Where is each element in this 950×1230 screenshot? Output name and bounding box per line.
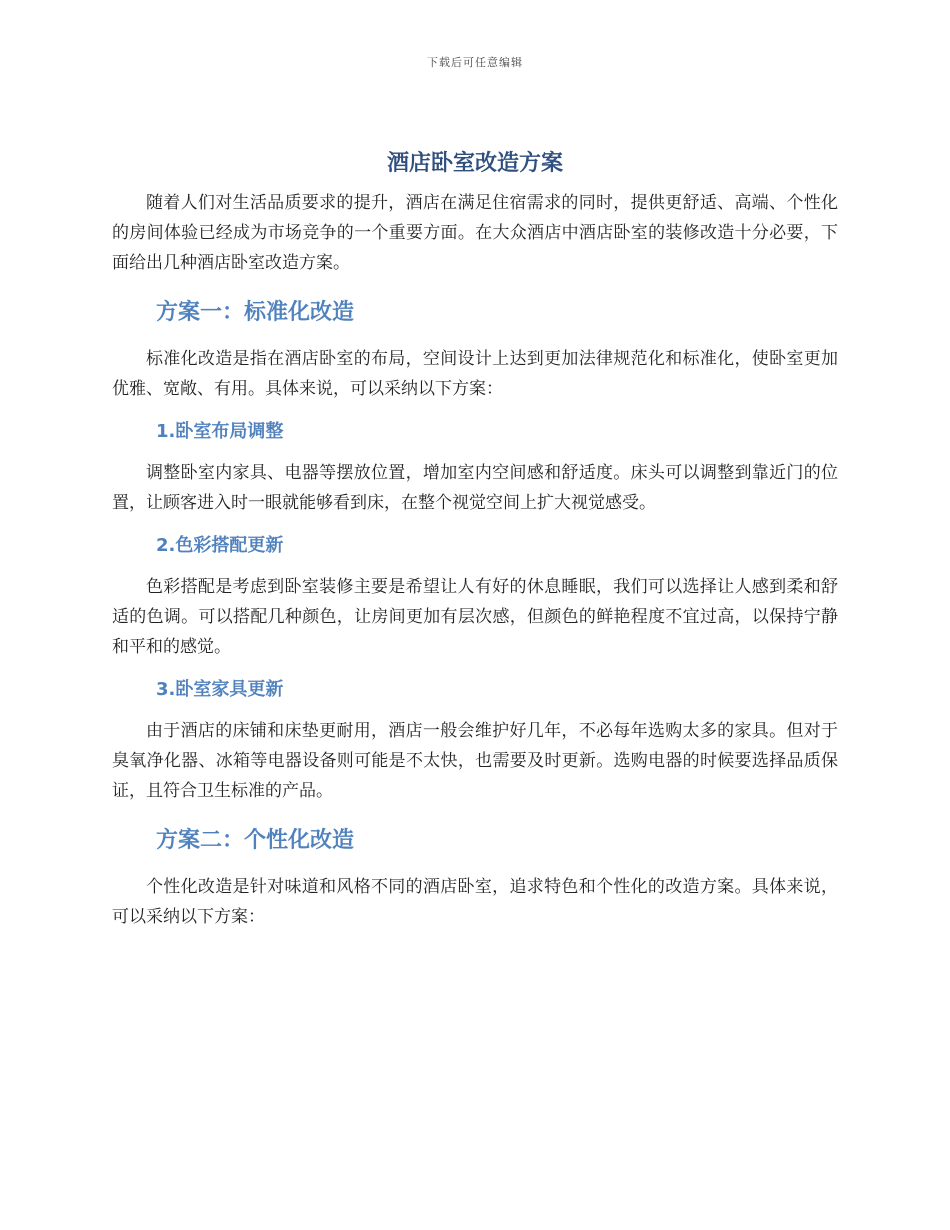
- plan1-item2-heading: 2.色彩搭配更新: [156, 535, 284, 556]
- header-note: 下载后可任意编辑: [427, 56, 523, 69]
- document-body: [112, 146, 838, 932]
- plan1-item1-text: 调整卧室内家具、电器等摆放位置，增加室内空间感和舒适度。床头可以调整到靠近门的位置，让顾客进入时一眼就能够看到床，在整个视觉空间上扩大视觉感受。: [112, 463, 838, 513]
- plan2-intro: 个性化改造是针对味道和风格不同的酒店卧室，追求特色和个性化的改造方案。具体来说，可以采纳以下方案：: [112, 877, 838, 927]
- plan1-item2-text: 色彩搭配是考虑到卧室装修主要是希望让人有好的休息睡眠，我们可以选择让人感到柔和舒适的色调。可以搭配几种颜色，让房间更加有层次感，但颜色的鲜艳程度不宜过高，以保持宁静和平和的感觉。: [112, 577, 838, 657]
- intro-paragraph: 随着人们对生活品质要求的提升，酒店在满足住宿需求的同时，提供更舒适、高端、个性化的房间体验已经成为市场竞争的一个重要方面。在大众酒店中酒店卧室的装修改造十分必要，下面给出几种酒店卧室改造方案。: [112, 193, 838, 273]
- plan1-item3-text: 由于酒店的床铺和床垫更耐用，酒店一般会维护好几年，不必每年选购太多的家具。但对于臭氧净化器、冰箱等电器设备则可能是不太快，也需要及时更新。选购电器的时候要选择品质保证，且符合卫生标准的产品。: [112, 721, 838, 801]
- plan1-item1-heading: 1.卧室布局调整: [156, 421, 284, 442]
- document-title: 酒店卧室改造方案: [386, 151, 563, 176]
- plan1-item3-heading: 3.卧室家具更新: [156, 679, 284, 700]
- plan2-heading: 方案二：个性化改造: [156, 828, 355, 853]
- plan1-heading: 方案一：标准化改造: [156, 300, 355, 325]
- plan1-intro: 标准化改造是指在酒店卧室的布局，空间设计上达到更加法律规范化和标准化，使卧室更加优雅、宽敞、有用。具体来说，可以采纳以下方案：: [112, 349, 838, 399]
